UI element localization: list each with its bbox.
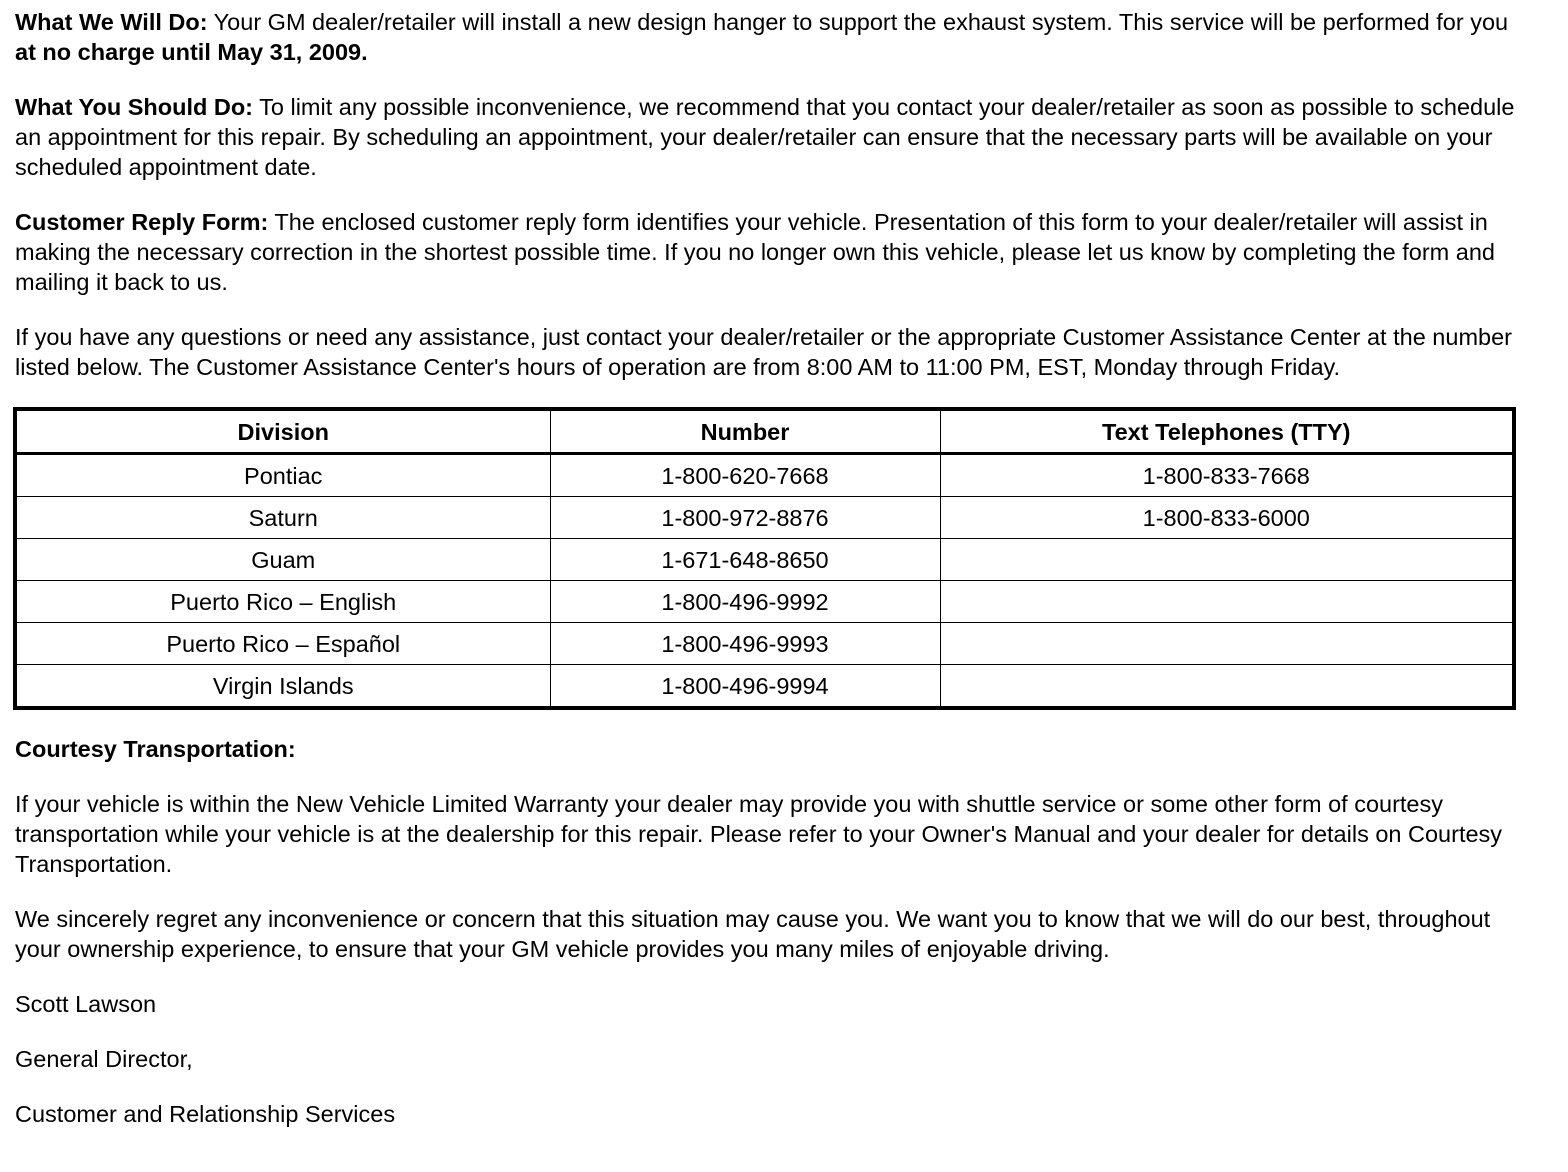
table-row xyxy=(15,539,1514,581)
no-charge-deadline: at no charge until May 31, 2009. xyxy=(15,39,368,65)
text-what-you-should-do: To limit any possible inconvenience, we recommend that you contact your dealer/retailer as soon as possible to schedule an appointment for this repair. By scheduling an appointment, your dealer/retailer can ensure that the necessary parts will be available on your scheduled appointment date. xyxy=(15,94,1515,180)
cell-division: Saturn xyxy=(15,497,550,539)
cell-division: Puerto Rico – English xyxy=(15,581,550,623)
table-row xyxy=(15,497,1514,539)
cell-tty xyxy=(940,623,1514,665)
text-customer-reply-form: The enclosed customer reply form identifies your vehicle. Presentation of this form to your dealer/retailer will assist in making the necessary correction in the shortest possible time. If you no longer own this vehicle, please let us know by completing the form and mailing it back to us. xyxy=(15,209,1495,295)
cell-tty xyxy=(940,539,1514,581)
label-what-you-should-do: What You Should Do: xyxy=(15,94,254,120)
table-header-row xyxy=(15,409,1514,454)
label-customer-reply-form: Customer Reply Form: xyxy=(15,209,269,235)
cell-number: 1-800-496-9993 xyxy=(550,623,940,665)
cell-tty xyxy=(940,581,1514,623)
heading-courtesy-transportation xyxy=(15,734,1535,764)
contact-numbers-table xyxy=(13,407,1516,710)
letter-page xyxy=(15,7,1535,1154)
table-row xyxy=(15,454,1514,497)
paragraph-what-we-will-do xyxy=(15,7,1535,67)
cell-number: 1-800-972-8876 xyxy=(550,497,940,539)
text-what-we-will-do: Your GM dealer/retailer will install a new design hanger to support the exhaust system. This service will be performed for you xyxy=(207,9,1509,35)
signature-title: General Director, xyxy=(15,1046,193,1072)
cell-division: Virgin Islands xyxy=(15,665,550,709)
paragraph-closing: We sincerely regret any inconvenience or concern that this situation may cause you. We want you to know that we will do our best, throughout your ownership experience, to ensure that your GM vehicle provides you many miles of enjoyable driving. xyxy=(15,906,1491,962)
paragraph-courtesy-transportation: If your vehicle is within the New Vehicle Limited Warranty your dealer may provide you with shuttle service or some other form of courtesy transportation while your vehicle is at the dealership for this repair. Please refer to your Owner's Manual and your dealer for details on Courtesy Transportation. xyxy=(15,791,1503,877)
courtesy-heading-text: Courtesy Transportation: xyxy=(15,736,296,762)
table-row xyxy=(15,665,1514,709)
table-row xyxy=(15,623,1514,665)
cell-tty: 1-800-833-7668 xyxy=(940,454,1514,497)
paragraph-questions: If you have any questions or need any assistance, just contact your dealer/retailer or the appropriate Customer Assistance Center at the number listed below. The Customer Assistance Center's hours of operation are from 8:00 AM to 11:00 PM, EST, Monday through Friday. xyxy=(15,324,1512,380)
cell-division: Guam xyxy=(15,539,550,581)
cell-number: 1-800-496-9992 xyxy=(550,581,940,623)
signature-name: Scott Lawson xyxy=(15,991,157,1017)
label-what-we-will-do: What We Will Do: xyxy=(15,9,208,35)
table-row xyxy=(15,581,1514,623)
header-tty: Text Telephones (TTY) xyxy=(940,409,1514,454)
cell-division: Pontiac xyxy=(15,454,550,497)
cell-number: 1-671-648-8650 xyxy=(550,539,940,581)
cell-tty: 1-800-833-6000 xyxy=(940,497,1514,539)
paragraph-customer-reply-form xyxy=(15,207,1535,297)
cell-number: 1-800-496-9994 xyxy=(550,665,940,709)
cell-division: Puerto Rico – Español xyxy=(15,623,550,665)
header-division: Division xyxy=(15,409,550,454)
cell-tty xyxy=(940,665,1514,709)
cell-number: 1-800-620-7668 xyxy=(550,454,940,497)
header-number: Number xyxy=(550,409,940,454)
signature-department: Customer and Relationship Services xyxy=(15,1101,396,1127)
paragraph-what-you-should-do xyxy=(15,92,1535,182)
